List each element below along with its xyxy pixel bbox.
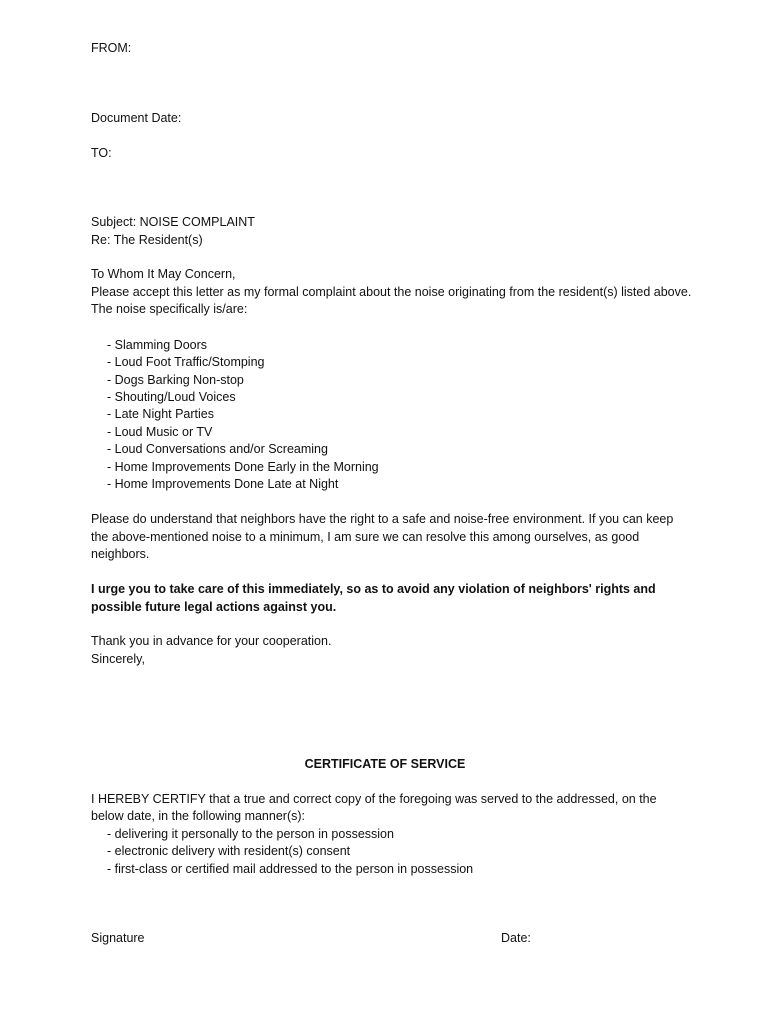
certificate-title: CERTIFICATE OF SERVICE [304,757,466,771]
paragraph-line: the above-mentioned noise to a minimum, I am sure we can resolve this among ourselves, as good [91,530,640,544]
thanks-line: Thank you in advance for your cooperation. [91,634,332,648]
noise-item: - Home Improvements Done Late at Night [107,477,339,491]
noise-item: - Slamming Doors [107,338,208,352]
certificate-body-line-1: I HEREBY CERTIFY that a true and correct copy of the foregoing was served to the addressed, on the [91,792,657,806]
noise-item: - Loud Music or TV [107,425,213,439]
service-method: - electronic delivery with resident(s) consent [107,844,351,858]
noise-item: - Shouting/Loud Voices [107,390,236,404]
salutation: To Whom It May Concern, [91,267,236,281]
intro-line-1: Please accept this letter as my formal complaint about the noise originating from the resident(s) listed above. [91,285,692,299]
noise-item: - Dogs Barking Non-stop [107,373,244,387]
noise-item: - Home Improvements Done Early in the Morning [107,460,379,474]
urge-line-1: I urge you to take care of this immediately, so as to avoid any violation of neighbors' rights and [91,582,656,596]
noise-item: - Loud Conversations and/or Screaming [107,442,328,456]
paragraph-line: neighbors. [91,547,150,561]
document-date-label: Document Date: [91,111,182,125]
re-line: Re: The Resident(s) [91,233,203,247]
urge-line-2: possible future legal actions against you. [91,600,337,614]
paragraph-line: Please do understand that neighbors have the right to a safe and noise-free environment. If you can keep [91,512,674,526]
noise-item: - Loud Foot Traffic/Stomping [107,355,265,369]
noise-item: - Late Night Parties [107,407,214,421]
subject-line: Subject: NOISE COMPLAINT [91,215,255,229]
service-method: - delivering it personally to the person in possession [107,827,394,841]
signature-label: Signature [91,931,145,945]
certificate-body-line-2: below date, in the following manner(s): [91,809,306,823]
from-label: FROM: [91,41,132,55]
intro-line-2: The noise specifically is/are: [91,302,248,316]
closing-line: Sincerely, [91,652,145,666]
certificate-date-label: Date: [501,931,531,945]
to-label: TO: [91,146,112,160]
service-method: - first-class or certified mail addressed to the person in possession [107,862,474,876]
